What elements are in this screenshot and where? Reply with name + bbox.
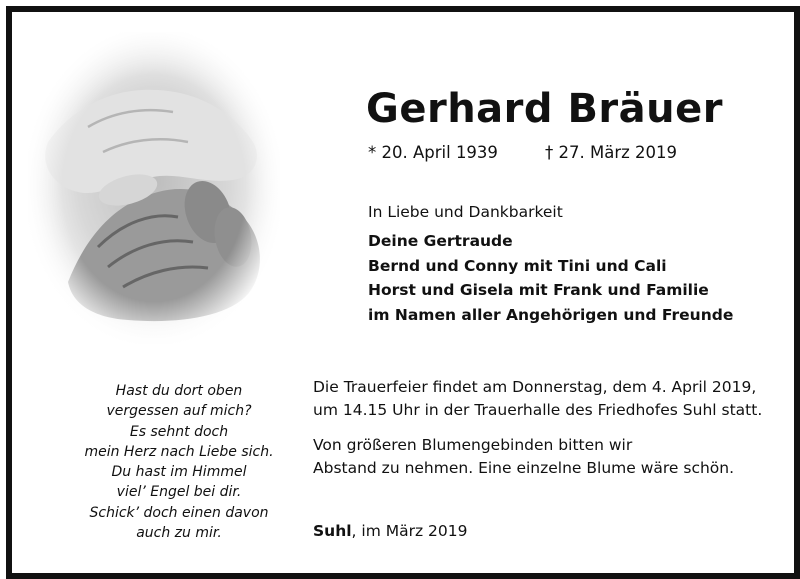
ceremony-line: Die Trauerfeier findet am Donnerstag, dem 4. April 2019, [313,378,757,396]
poem-line: auch zu mir. [136,525,222,542]
poem-line: viel’ Engel bei dir. [116,484,242,501]
flowers-line: Abstand zu nehmen. Eine einzelne Blume wäre schön. [313,458,735,477]
mourner-line: Horst und Gisela mit Frank und Familie [368,281,709,299]
clasped-hands-photo [28,32,280,344]
mourner-line: Deine Gertraude [368,232,513,250]
ceremony-line: um 14.15 Uhr in der Trauerhalle des Friedhofes Suhl statt. [313,400,763,419]
poem-line: Schick’ doch einen davon [89,504,269,521]
flowers-request [313,434,734,479]
place-date: , im März 2019 [351,522,468,540]
mourner-line: Bernd und Conny mit Tini und Cali [368,256,667,275]
mourners-list [368,232,733,330]
poem-line: Es sehnt doch [129,423,229,440]
place-town: Suhl [313,522,352,540]
memorial-poem [55,381,303,543]
birth-date: * 20. April 1939 [368,143,498,162]
poem-line: Du hast im Himmel [111,464,247,481]
ceremony-info [313,376,762,421]
mourner-line: im Namen aller Angehörigen und Freunde [368,305,734,324]
deceased-name: Gerhard Bräuer [366,86,723,132]
poem-line: mein Herz nach Liebe sich. [84,443,274,460]
death-date: † 27. März 2019 [545,143,678,162]
flowers-line: Von größeren Blumengebinden bitten wir [313,436,633,454]
poem-line: vergessen auf mich? [106,403,252,420]
place-and-date [313,522,468,540]
poem-line: Hast du dort oben [115,383,243,399]
dedication-line: In Liebe und Dankbarkeit [368,203,563,221]
